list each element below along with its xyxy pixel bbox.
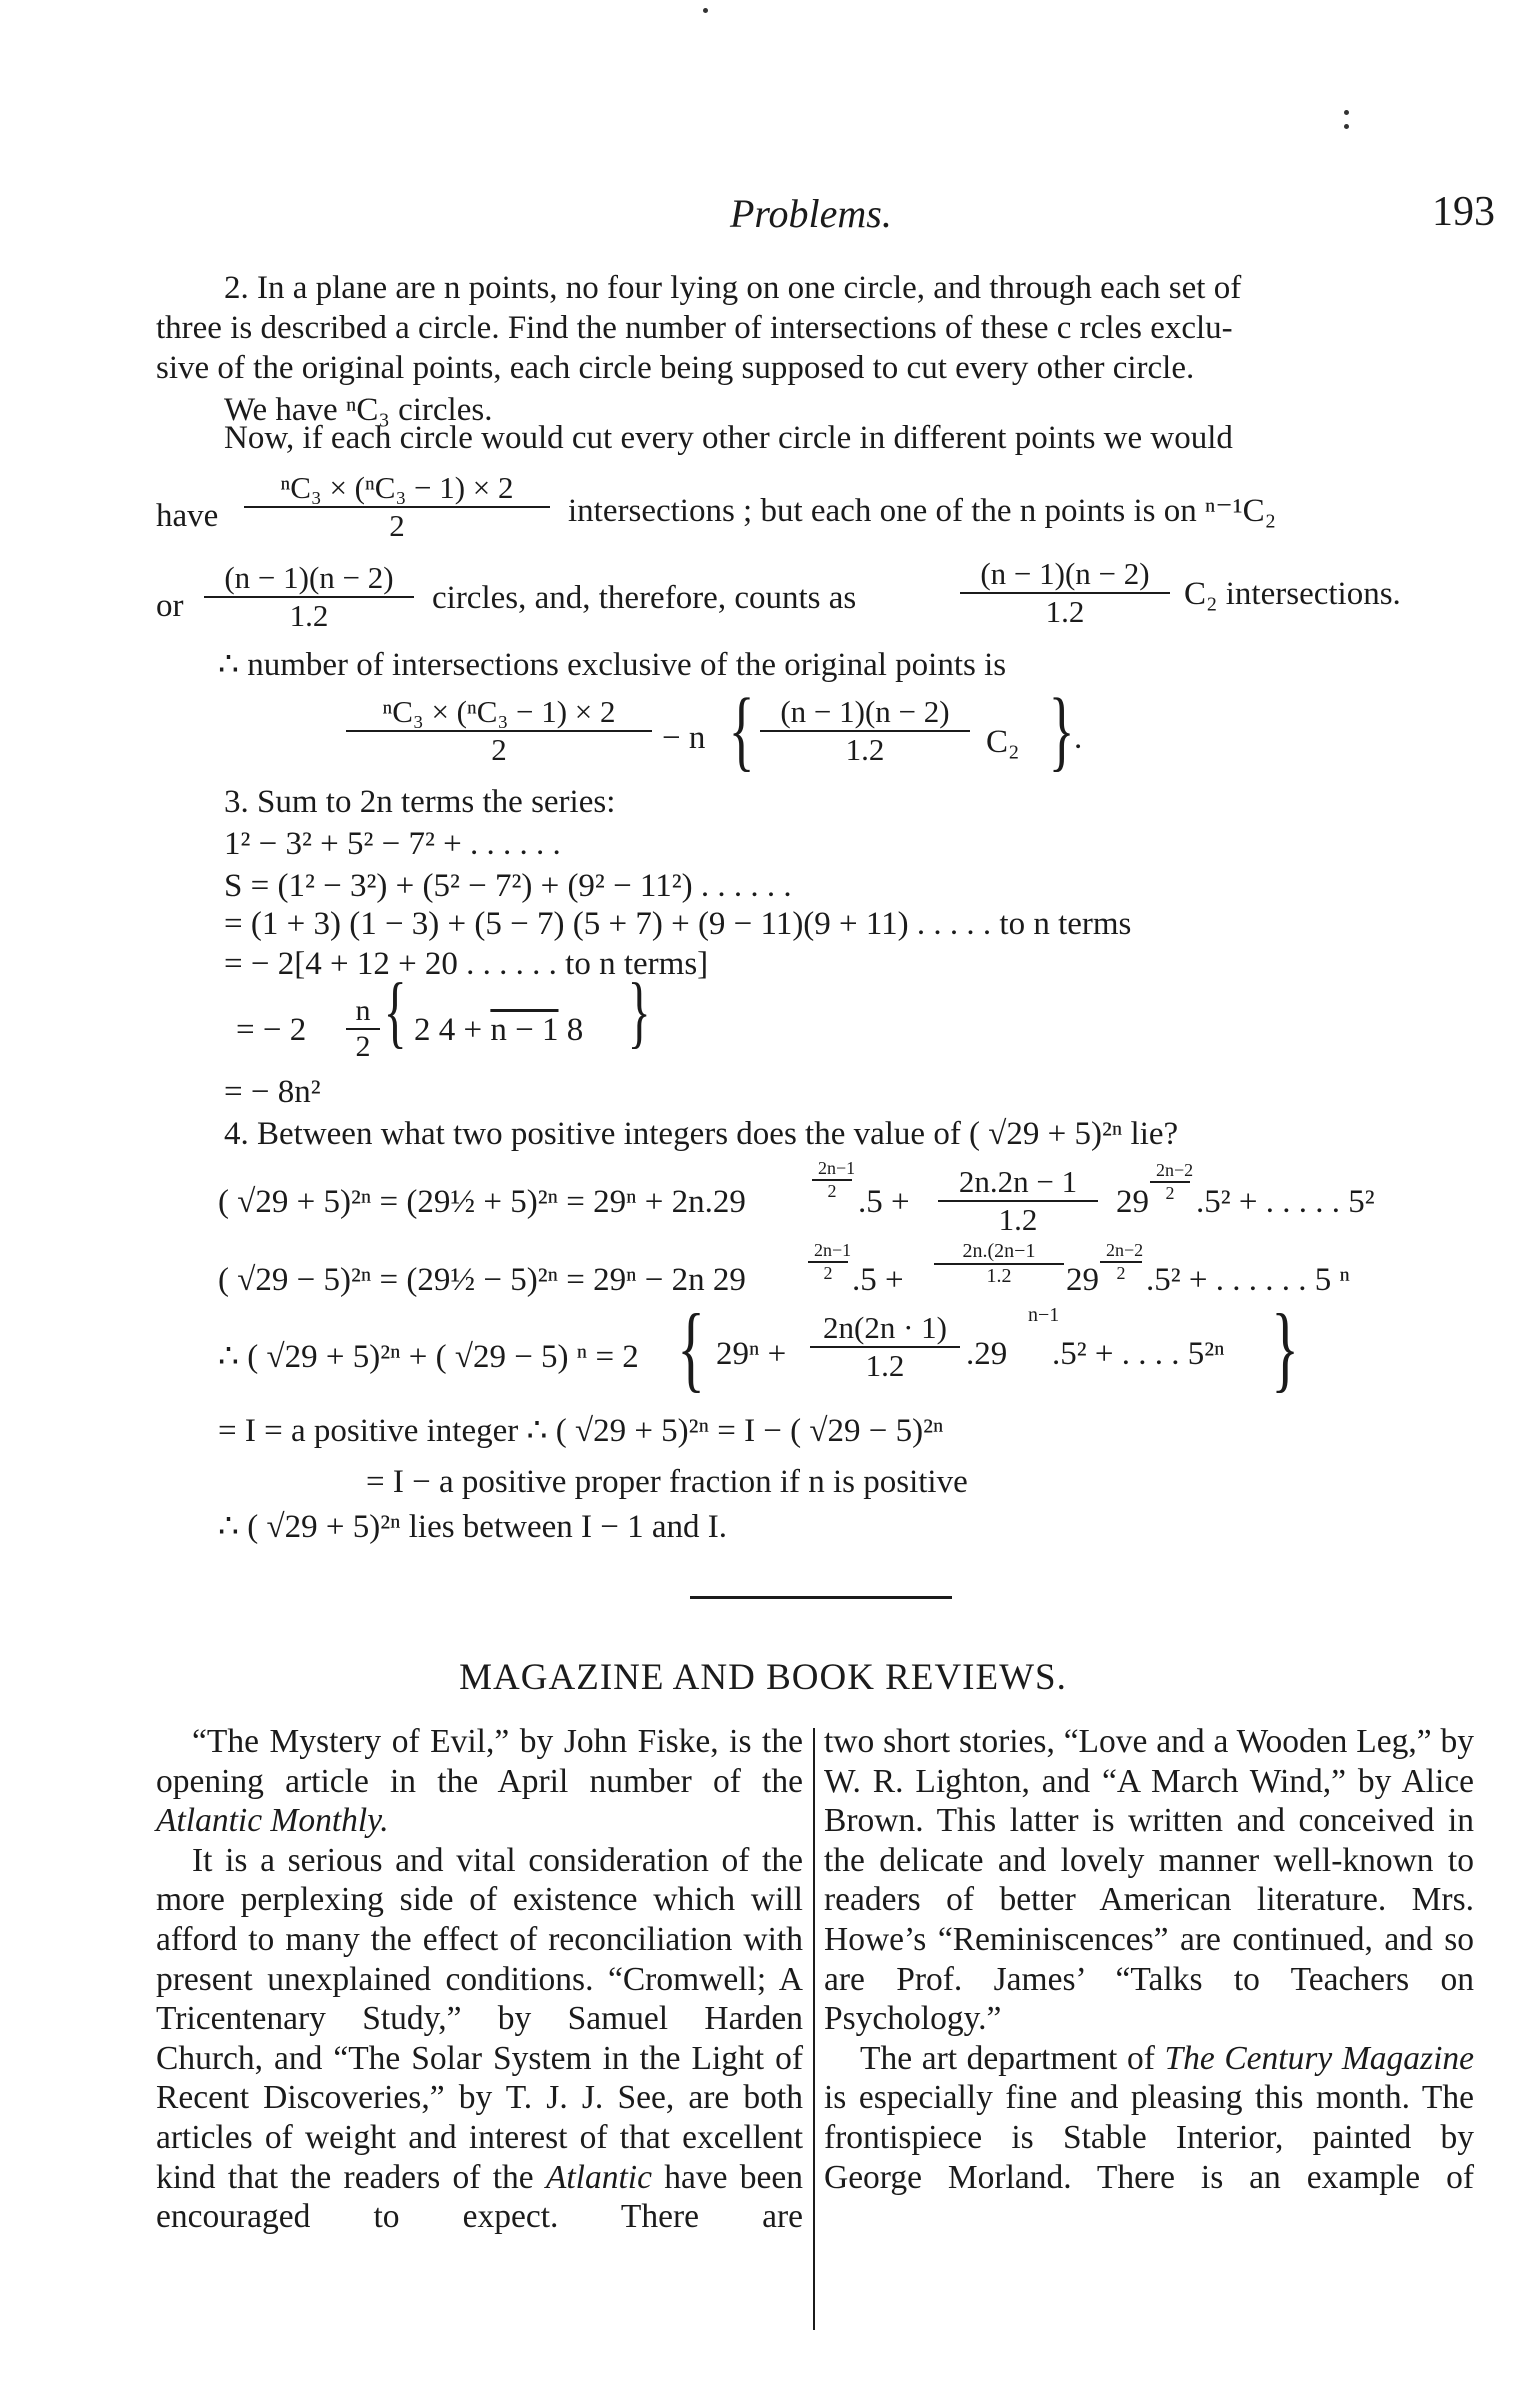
problem-4-line-2-end: .5² + . . . . . 5² — [1196, 1184, 1375, 1220]
overlined-term: n − 1 — [490, 1012, 559, 1048]
fraction-numerator: 2n(2n · 1) — [810, 1310, 960, 1348]
problem-3-line-3: S = (1² − 3²) + (5² − 7²) + (9² − 11²) . . . . . . — [224, 868, 792, 904]
fraction-numerator: ⁿC₃ × (ⁿC₃ − 1) × 2 — [346, 694, 652, 732]
minus-n-text: − n — [662, 720, 706, 756]
fraction-subtract — [760, 694, 970, 768]
right-brace: } — [1271, 1294, 1299, 1401]
problem-4-line-4-start: ∴ ( √29 + 5)²ⁿ + ( √29 − 5) ⁿ = 2 — [218, 1339, 639, 1375]
problem-2-line-5: Now, if each circle would cut every other circle in different points we would — [224, 420, 1233, 456]
circles-text: circles, and, therefore, counts as — [432, 580, 857, 616]
or-label: or — [156, 588, 184, 624]
exponent-numerator: 2n−2 — [1150, 1160, 1190, 1183]
exponent-denominator: 2 — [1116, 1263, 1126, 1283]
exponent-denominator: 2 — [1165, 1183, 1175, 1203]
review-paragraph — [824, 2039, 1474, 2197]
section-divider — [690, 1596, 952, 1599]
fraction-counts-as — [960, 556, 1170, 630]
problem-4-line-6: = I − a positive proper fraction if n is positive — [366, 1464, 968, 1500]
fraction-numerator: (n − 1)(n − 2) — [760, 694, 970, 732]
fraction-numerator: ⁿC₃ × (ⁿC₃ − 1) × 2 — [244, 470, 550, 508]
fraction-circle-pairs — [244, 470, 550, 544]
fraction-binomial-term — [938, 1164, 1098, 1238]
problem-2-line-2: three is described a circle. Find the number of intersections of these c rcles exclu- — [156, 310, 1233, 346]
exponent-numerator: 2n−1 — [812, 1158, 852, 1181]
review-text: It is a serious and vital consideration of the more perplexing side of existence which will afford to many the effect of reconciliation with present unexplained conditions. “Cromwell; A Tricentenary Study,” by Samuel Harden Church, and “The Solar System in the Light of Recent Discoveries,” by T. J. J. See, are both articles of weight and interest of that excellent kind that the readers of the — [156, 1841, 803, 2196]
problem-3-line-2: 1² − 3² + 5² − 7² + . . . . . . — [224, 826, 561, 862]
problem-4-line-4-end: .5² + . . . . 5²ⁿ — [1052, 1336, 1225, 1372]
fraction-numerator: (n − 1)(n − 2) — [204, 560, 414, 598]
fraction-numerator: 2n.2n − 1 — [938, 1164, 1098, 1202]
fraction-denominator: 2 — [355, 1030, 371, 1063]
fraction-n-over-2 — [346, 994, 380, 1064]
problem-4-line-1: 4. Between what two positive integers does the value of ( √29 + 5)²ⁿ lie? — [224, 1116, 1179, 1152]
base-29: .29 — [966, 1336, 1008, 1372]
column-divider — [813, 1728, 815, 2330]
problem-4-line-4-term: 29ⁿ + — [716, 1336, 787, 1372]
problem-2-line-4: We have ⁿC₃ circles. — [224, 392, 493, 428]
exponent-numerator: 2n−1 — [808, 1240, 848, 1263]
review-text: have been encouraged to expect. There are — [156, 2158, 803, 2236]
problem-3-line-5: = − 2[4 + 12 + 20 . . . . . . to n terms] — [224, 946, 709, 982]
end-dot: . — [1074, 720, 1083, 756]
review-column-right — [824, 1722, 1474, 2197]
magazine-title: Atlantic — [545, 2158, 652, 2196]
c2-text: C₂ — [986, 724, 1020, 760]
running-header-title: Problems. — [730, 191, 892, 236]
fraction-denominator: 1.2 — [289, 598, 329, 633]
exponent-denominator: 2 — [823, 1263, 833, 1283]
review-paragraph — [156, 1841, 803, 2237]
problem-3-line-6-start: = − 2 — [236, 1012, 307, 1048]
problem-4-line-3-start: ( √29 − 5)²ⁿ = (29½ − 5)²ⁿ = 29ⁿ − 2n 29 — [218, 1262, 746, 1298]
review-column-left — [156, 1722, 803, 2237]
left-brace: { — [677, 1294, 705, 1401]
c2-intersections-text: C₂ intersections. — [1184, 576, 1401, 612]
fraction-denominator: 1.2 — [998, 1202, 1038, 1237]
have-label: have — [156, 498, 219, 534]
exponent-fraction — [812, 1158, 856, 1202]
intersections-text: intersections ; but each one of the n points is on ⁿ⁻¹C₂ — [568, 493, 1277, 529]
exponent-fraction — [1150, 1160, 1194, 1204]
fraction-binomial-term — [934, 1240, 1064, 1288]
fraction-denominator: 1.2 — [865, 1348, 905, 1383]
fraction-total — [346, 694, 652, 768]
exponent-fraction — [1100, 1240, 1142, 1284]
fraction-numerator: n — [346, 994, 380, 1030]
scan-speck — [703, 8, 708, 13]
fraction-numerator: 2n.(2n−1 — [934, 1240, 1064, 1265]
exponent-numerator: 2n−2 — [1100, 1240, 1142, 1263]
left-brace: { — [383, 968, 407, 1056]
review-paragraph — [156, 1722, 803, 1841]
review-text: is especially fine and pleasing this month. The frontispiece is Stable Interior, painted by George Morland. There is an example of — [824, 2079, 1474, 2196]
review-text: two short stories, “Love and a Wooden Leg,” by W. R. Lighton, and “A March Wind,” by Alice Brown. This latter is written and conceived in the delicate and lovely manner well-known to readers of better American literature. Mrs. Howe’s “Reminiscences” are continued, and so are Prof. James’ “Talks to Teachers on Psychology.” — [824, 1723, 1474, 2038]
problem-2-line-3: sive of the original points, each circle being supposed to cut every other circle. — [156, 350, 1195, 386]
base-29: 29 — [1066, 1262, 1099, 1298]
problem-3-line-6-body — [414, 1012, 583, 1049]
problem-4-line-2-mid: .5 + — [858, 1184, 910, 1220]
therefore-number-line: ∴ number of intersections exclusive of the original points is — [218, 647, 1007, 683]
problem-4-line-3-mid: .5 + — [852, 1262, 904, 1298]
fraction-denominator: 1.2 — [1045, 594, 1085, 629]
right-brace: } — [1048, 681, 1075, 780]
problem-4-line-7: ∴ ( √29 + 5)²ⁿ lies between I − 1 and I. — [218, 1509, 727, 1545]
term-text: 2 4 + — [414, 1012, 491, 1048]
problem-4-line-5: = I = a positive integer ∴ ( √29 + 5)²ⁿ = I − ( √29 − 5)²ⁿ — [218, 1413, 944, 1449]
left-brace: { — [728, 681, 755, 780]
section-title: MAGAZINE AND BOOK REVIEWS. — [459, 1657, 1067, 1698]
fraction-denominator: 1.2 — [986, 1265, 1012, 1287]
magazine-title: Atlantic Monthly. — [156, 1802, 389, 1840]
fraction-circles-through-point — [204, 560, 414, 634]
scan-speck — [1344, 124, 1349, 129]
problem-3-line-4: = (1 + 3) (1 − 3) + (5 − 7) (5 + 7) + (9 − 11)(9 + 11) . . . . . to n terms — [224, 906, 1132, 942]
exponent-fraction — [808, 1240, 852, 1284]
review-text: The art department of — [860, 2039, 1165, 2077]
exponent-denominator: 2 — [827, 1181, 837, 1201]
problem-4-line-3-end: .5² + . . . . . . 5 ⁿ — [1146, 1262, 1350, 1298]
problem-3-line-1: 3. Sum to 2n terms the series: — [224, 784, 616, 820]
base-29: 29 — [1116, 1184, 1149, 1220]
scan-speck — [1344, 110, 1349, 115]
review-text: “The Mystery of Evil,” by John Fiske, is the opening article in the April number of the — [156, 1723, 803, 1800]
review-paragraph — [824, 1722, 1474, 2039]
problem-2-line-1: 2. In a plane are n points, no four lying on one circle, and through each set of — [224, 270, 1242, 306]
fraction-denominator: 1.2 — [845, 732, 885, 767]
right-brace: } — [627, 968, 651, 1056]
fraction-binomial-term — [810, 1310, 960, 1384]
problem-3-line-7: = − 8n² — [224, 1074, 321, 1110]
fraction-denominator: 2 — [491, 732, 507, 767]
magazine-title: The Century Magazine — [1164, 2039, 1474, 2077]
page-number: 193 — [1432, 189, 1495, 235]
fraction-numerator: (n − 1)(n − 2) — [960, 556, 1170, 594]
exponent-n-minus-1: n−1 — [1028, 1304, 1060, 1326]
fraction-denominator: 2 — [389, 508, 405, 543]
problem-4-line-2-start: ( √29 + 5)²ⁿ = (29½ + 5)²ⁿ = 29ⁿ + 2n.29 — [218, 1184, 746, 1220]
term-text: 8 — [558, 1012, 584, 1048]
